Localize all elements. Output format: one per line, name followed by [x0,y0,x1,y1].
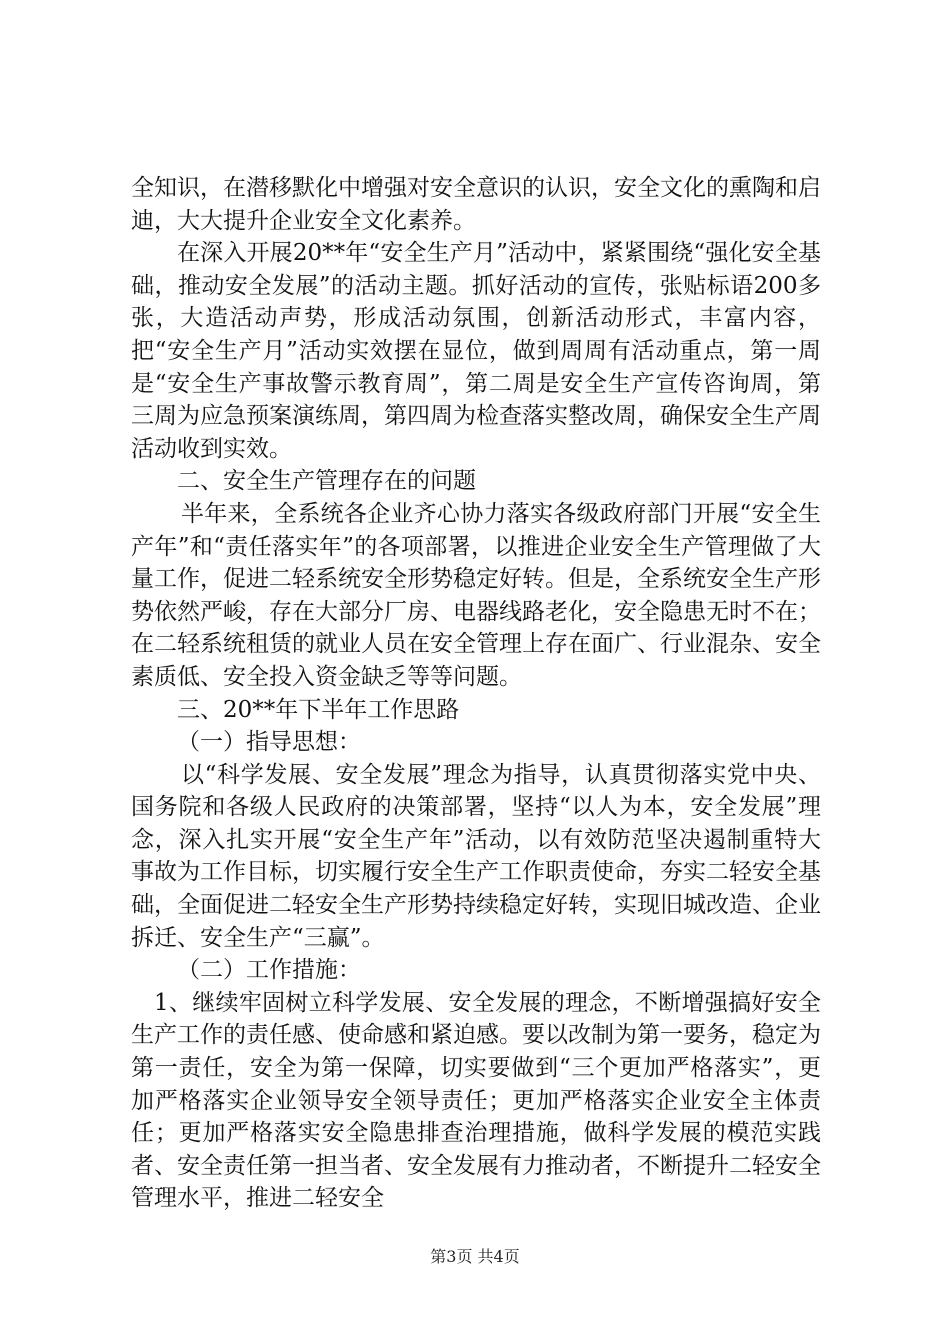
document-body [131,172,821,1215]
paragraph-safety-month: 在深入开展20**年“安全生产月”活动中，紧紧围绕“强化安全基础，推动安全发展”的活动主题。抓好活动的宣传，张贴标语200多张，大造活动声势，形成活动氛围，创新活动形式，丰富内容，把“安全生产月”活动实效摆在显位，做到周周有活动重点，第一周是“安全生产事故警示教育周”，第二周是安全生产宣传咨询周，第三周为应急预案演练周，第四周为检查落实整改周，确保安全生产周活动收到实效。 [131,240,821,462]
subheading-guiding-thought: （一）指导思想： [177,729,361,756]
paragraph-problems: 半年来，全系统各企业齐心协力落实各级政府部门开展“安全生产年”和“责任落实年”的各项部署，以推进企业安全生产管理做了大量工作，促进二轻系统安全形势稳定好转。但是，全系统安全生产形势依然严峻，存在大部分厂房、电器线路老化，安全隐患无时不在；在二轻系统租赁的就业人员在安全管理上存在面广、行业混杂、安全素质低、安全投入资金缺乏等等问题。 [131,500,821,690]
paragraph-measure-1: 1、继续牢固树立科学发展、安全发展的理念，不断增强搞好安全生产工作的责任感、使命感和紧迫感。要以改制为第一要务，稳定为第一责任，安全为第一保障，切实要做到“三个更加严格落实”，更加严格落实企业领导安全领导责任；更加严格落实企业安全主体责任；更加严格落实安全隐患排查治理措施，做科学发展的模范实践者、安全责任第一担当者、安全发展有力推动者，不断提升二轻安全管理水平，推进二轻安全 [131,989,821,1212]
page-footer: 第3页 共4页 [430,1247,520,1266]
subheading-work-measures: （二）工作措施： [177,957,361,984]
paragraph-continuation: 全知识，在潜移默化中增强对安全意识的认识，安全文化的熏陶和启迪，大大提升企业安全文化素养。 [131,175,821,234]
section-heading-problems: 二、安全生产管理存在的问题 [177,468,476,495]
section-heading-plan: 三、20**年下半年工作思路 [177,696,460,723]
paragraph-guiding-thought: 以“科学发展、安全发展”理念为指导，认真贯彻落实党中央、国务院和各级人民政府的决策部署，坚持“以人为本，安全发展”理念，深入扎实开展“安全生产年”活动，以有效防范坚决遏制重特大事故为工作目标，切实履行安全生产工作职责使命，夯实二轻安全基础，全面促进二轻安全生产形势持续稳定好转，实现旧城改造、企业拆迁、安全生产“三赢”。 [131,761,821,951]
